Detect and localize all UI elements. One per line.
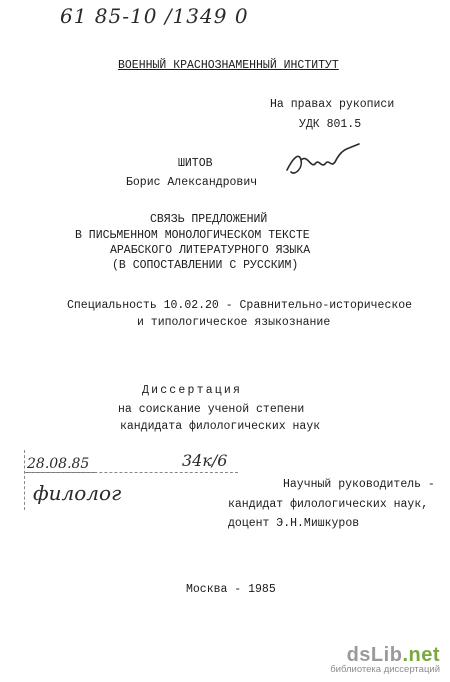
author-name: Борис Александрович	[126, 176, 258, 189]
rights-notice: На правах рукописи	[270, 98, 395, 111]
author-surname: ШИТОВ	[178, 157, 213, 170]
specialty-line-2: и типологическое языкознание	[137, 316, 331, 329]
city-year: Москва - 1985	[186, 583, 276, 596]
title-line-2: В ПИСЬМЕННОМ МОНОЛОГИЧЕСКОМ ТЕКСТЕ	[75, 229, 310, 242]
signature	[283, 138, 363, 187]
title-line-4: (В СОПОСТАВЛЕНИИ С РУССКИМ)	[112, 259, 299, 272]
watermark-brand: dsLib.net	[346, 644, 440, 666]
title-line-3: АРАБСКОГО ЛИТЕРАТУРНОГО ЯЗЫКА	[110, 244, 311, 257]
supervisor-line-3: доцент Э.Н.Мишкуров	[228, 517, 360, 530]
dissertation-line-2: кандидата филологических наук	[120, 420, 321, 433]
handwritten-date: 28.08.85	[27, 456, 95, 473]
specialty-line-1: Специальность 10.02.20 - Сравнительно-историческое	[67, 299, 413, 312]
handwritten-shelfmark: 61 85-10 /1349 0	[60, 4, 249, 28]
supervisor-line-1: Научный руководитель -	[283, 478, 435, 491]
title-line-1: СВЯЗЬ ПРЕДЛОЖЕНИЙ	[150, 213, 268, 226]
stamp-frame	[24, 472, 238, 473]
udc-code: УДК 801.5	[299, 118, 362, 131]
watermark-caption: библиотека диссертаций	[330, 664, 440, 675]
handwritten-department: филолог	[33, 481, 122, 505]
supervisor-line-2: кандидат филологических наук,	[228, 498, 429, 511]
dissertation-line-1: на соискание ученой степени	[118, 403, 305, 416]
stamp-frame-left	[24, 450, 25, 510]
institute-name: ВОЕННЫЙ КРАСНОЗНАМЕННЫЙ ИНСТИТУТ	[118, 59, 339, 72]
dissertation-heading: Диссертация	[142, 384, 243, 397]
watermark-logo	[330, 644, 440, 676]
handwritten-code: 34к/6	[182, 451, 228, 470]
